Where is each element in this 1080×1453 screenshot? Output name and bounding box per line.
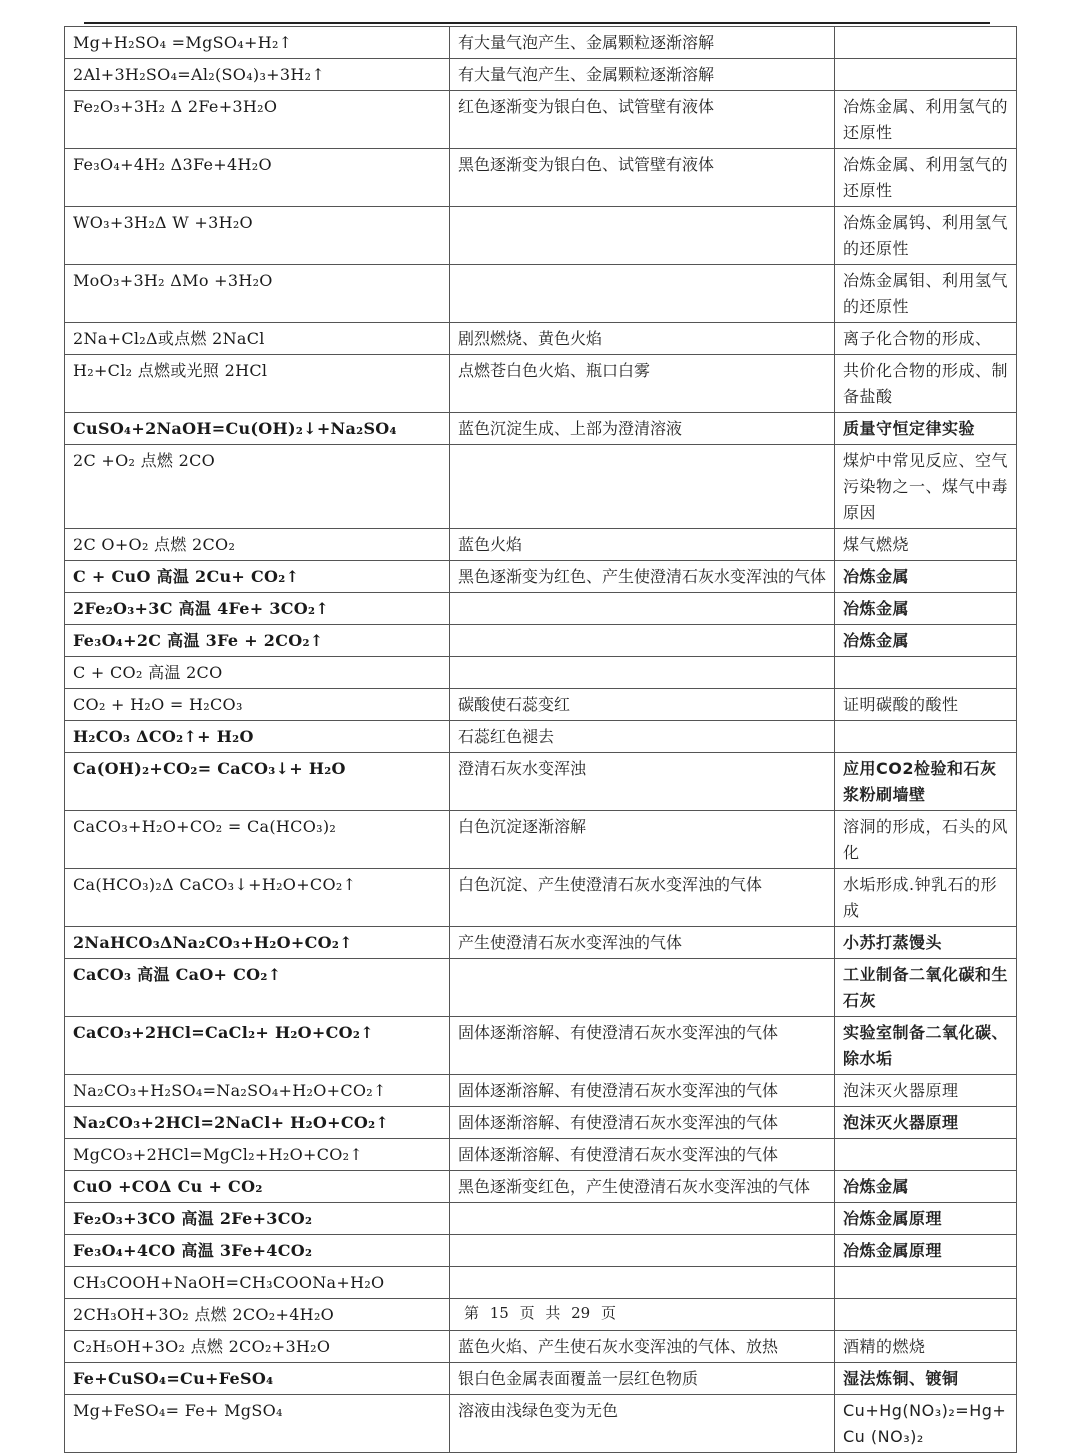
equation-cell: Ca(OH)₂+CO₂= CaCO₃↓+ H₂O (65, 753, 450, 811)
equation-cell: Fe₃O₄+2C 高温 3Fe + 2CO₂↑ (65, 625, 450, 657)
table-row (65, 689, 1017, 721)
equation-cell: 2C O+O₂ 点燃 2CO₂ (65, 529, 450, 561)
phenomenon-cell (450, 265, 835, 323)
equation-cell: 2Al+3H₂SO₄=Al₂(SO₄)₃+3H₂↑ (65, 59, 450, 91)
phenomenon-cell (450, 593, 835, 625)
application-cell: 水垢形成.钟乳石的形成 (835, 869, 1017, 927)
equation-cell: CH₃COOH+NaOH=CH₃COONa+H₂O (65, 1267, 450, 1299)
equation-cell: C + CO₂ 高温 2CO (65, 657, 450, 689)
table-row (65, 265, 1017, 323)
phenomenon-cell (450, 207, 835, 265)
application-cell (835, 721, 1017, 753)
application-cell (835, 59, 1017, 91)
phenomenon-cell: 澄清石灰水变浑浊 (450, 753, 835, 811)
equation-cell: C₂H₅OH+3O₂ 点燃 2CO₂+3H₂O (65, 1331, 450, 1363)
equation-cell: MoO₃+3H₂ ΔMo +3H₂O (65, 265, 450, 323)
phenomenon-cell: 碳酸使石蕊变红 (450, 689, 835, 721)
phenomenon-cell (450, 959, 835, 1017)
application-cell: 小苏打蒸馒头 (835, 927, 1017, 959)
table-row (65, 1235, 1017, 1267)
application-cell: 应用CO2检验和石灰浆粉刷墙壁 (835, 753, 1017, 811)
application-cell: 泡沫灭火器原理 (835, 1075, 1017, 1107)
phenomenon-cell: 固体逐渐溶解、有使澄清石灰水变浑浊的气体 (450, 1075, 835, 1107)
equation-cell: H₂CO₃ ΔCO₂↑+ H₂O (65, 721, 450, 753)
equation-cell: Ca(HCO₃)₂Δ CaCO₃↓+H₂O+CO₂↑ (65, 869, 450, 927)
table-row (65, 657, 1017, 689)
equation-cell: 2Na+Cl₂Δ或点燃 2NaCl (65, 323, 450, 355)
application-cell: 煤炉中常见反应、空气污染物之一、煤气中毒原因 (835, 445, 1017, 529)
phenomenon-cell: 红色逐渐变为银白色、试管壁有液体 (450, 91, 835, 149)
equation-cell: Mg+H₂SO₄ =MgSO₄+H₂↑ (65, 27, 450, 59)
application-cell: 冶炼金属钨、利用氢气的还原性 (835, 207, 1017, 265)
table-row (65, 1107, 1017, 1139)
application-cell: 冶炼金属、利用氢气的还原性 (835, 149, 1017, 207)
application-cell: 酒精的燃烧 (835, 1331, 1017, 1363)
application-cell: 工业制备二氧化碳和生石灰 (835, 959, 1017, 1017)
equation-cell: Fe₂O₃+3CO 高温 2Fe+3CO₂ (65, 1203, 450, 1235)
table-row (65, 445, 1017, 529)
equation-cell: Fe₃O₄+4CO 高温 3Fe+4CO₂ (65, 1235, 450, 1267)
application-cell: 冶炼金属 (835, 1171, 1017, 1203)
phenomenon-cell: 溶液由浅绿色变为无色 (450, 1395, 835, 1453)
table-row (65, 1331, 1017, 1363)
phenomenon-cell: 黑色逐渐变为红色、产生使澄清石灰水变浑浊的气体 (450, 561, 835, 593)
table-row (65, 593, 1017, 625)
table-row (65, 811, 1017, 869)
application-cell: 冶炼金属 (835, 625, 1017, 657)
table-row (65, 561, 1017, 593)
table-row (65, 1267, 1017, 1299)
application-cell: 溶洞的形成，石头的风化 (835, 811, 1017, 869)
phenomenon-cell: 白色沉淀、产生使澄清石灰水变浑浊的气体 (450, 869, 835, 927)
application-cell: 冶炼金属原理 (835, 1235, 1017, 1267)
application-cell: 煤气燃烧 (835, 529, 1017, 561)
table-row (65, 91, 1017, 149)
header-rule (84, 22, 990, 24)
application-cell: 共价化合物的形成、制备盐酸 (835, 355, 1017, 413)
application-cell (835, 27, 1017, 59)
phenomenon-cell: 固体逐渐溶解、有使澄清石灰水变浑浊的气体 (450, 1017, 835, 1075)
phenomenon-cell: 蓝色火焰 (450, 529, 835, 561)
page-footer: 第 15 页 共 29 页 (463, 1304, 616, 1322)
table-row (65, 625, 1017, 657)
phenomenon-cell (450, 625, 835, 657)
application-cell: 冶炼金属钼、利用氢气的还原性 (835, 265, 1017, 323)
application-cell: 冶炼金属原理 (835, 1203, 1017, 1235)
equation-cell: CaCO₃+2HCl=CaCl₂+ H₂O+CO₂↑ (65, 1017, 450, 1075)
table-row (65, 1171, 1017, 1203)
equation-cell: CuSO₄+2NaOH=Cu(OH)₂↓+Na₂SO₄ (65, 413, 450, 445)
application-cell (835, 1267, 1017, 1299)
phenomenon-cell (450, 445, 835, 529)
table-row (65, 323, 1017, 355)
equation-cell: C + CuO 高温 2Cu+ CO₂↑ (65, 561, 450, 593)
application-cell: 湿法炼铜、镀铜 (835, 1363, 1017, 1395)
phenomenon-cell: 点燃苍白色火焰、瓶口白雾 (450, 355, 835, 413)
phenomenon-cell (450, 1267, 835, 1299)
equation-cell: 2C +O₂ 点燃 2CO (65, 445, 450, 529)
table-row (65, 149, 1017, 207)
phenomenon-cell: 固体逐渐溶解、有使澄清石灰水变浑浊的气体 (450, 1107, 835, 1139)
equation-cell: CuO +COΔ Cu + CO₂ (65, 1171, 450, 1203)
table-row (65, 1395, 1017, 1453)
application-cell (835, 1139, 1017, 1171)
phenomenon-cell: 黑色逐渐变为银白色、试管壁有液体 (450, 149, 835, 207)
application-cell: 泡沫灭火器原理 (835, 1107, 1017, 1139)
table-row (65, 59, 1017, 91)
table-row (65, 413, 1017, 445)
phenomenon-cell (450, 1235, 835, 1267)
phenomenon-cell (450, 657, 835, 689)
equation-cell: Fe+CuSO₄=Cu+FeSO₄ (65, 1363, 450, 1395)
equation-cell: Na₂CO₃+H₂SO₄=Na₂SO₄+H₂O+CO₂↑ (65, 1075, 450, 1107)
table-row (65, 207, 1017, 265)
table-row (65, 1075, 1017, 1107)
application-cell: 质量守恒定律实验 (835, 413, 1017, 445)
equation-cell: WO₃+3H₂Δ W +3H₂O (65, 207, 450, 265)
application-cell: Cu+Hg(NO₃)₂=Hg+ Cu (NO₃)₂ (835, 1395, 1017, 1453)
equation-cell: Mg+FeSO₄= Fe+ MgSO₄ (65, 1395, 450, 1453)
phenomenon-cell: 有大量气泡产生、金属颗粒逐渐溶解 (450, 59, 835, 91)
table-row (65, 27, 1017, 59)
equation-cell: 2CH₃OH+3O₂ 点燃 2CO₂+4H₂O (65, 1299, 450, 1331)
phenomenon-cell: 固体逐渐溶解、有使澄清石灰水变浑浊的气体 (450, 1139, 835, 1171)
table-row (65, 927, 1017, 959)
table-row (65, 721, 1017, 753)
table-row (65, 753, 1017, 811)
phenomenon-cell: 蓝色火焰、产生使石灰水变浑浊的气体、放热 (450, 1331, 835, 1363)
table-row (65, 959, 1017, 1017)
phenomenon-cell: 产生使澄清石灰水变浑浊的气体 (450, 927, 835, 959)
phenomenon-cell: 有大量气泡产生、金属颗粒逐渐溶解 (450, 27, 835, 59)
application-cell: 实验室制备二氧化碳、除水垢 (835, 1017, 1017, 1075)
equation-cell: H₂+Cl₂ 点燃或光照 2HCl (65, 355, 450, 413)
equation-cell: 2NaHCO₃ΔNa₂CO₃+H₂O+CO₂↑ (65, 927, 450, 959)
application-cell: 冶炼金属 (835, 561, 1017, 593)
equation-table (64, 26, 1017, 1453)
equation-cell: 2Fe₂O₃+3C 高温 4Fe+ 3CO₂↑ (65, 593, 450, 625)
phenomenon-cell: 银白色金属表面覆盖一层红色物质 (450, 1363, 835, 1395)
table-row (65, 1363, 1017, 1395)
application-cell: 冶炼金属 (835, 593, 1017, 625)
table-row (65, 529, 1017, 561)
application-cell: 离子化合物的形成、 (835, 323, 1017, 355)
table-row (65, 1017, 1017, 1075)
phenomenon-cell: 蓝色沉淀生成、上部为澄清溶液 (450, 413, 835, 445)
phenomenon-cell (450, 1203, 835, 1235)
equation-cell: CO₂ + H₂O = H₂CO₃ (65, 689, 450, 721)
equation-cell: CaCO₃ 高温 CaO+ CO₂↑ (65, 959, 450, 1017)
table-row (65, 1139, 1017, 1171)
table-row (65, 1203, 1017, 1235)
equation-cell: Fe₃O₄+4H₂ Δ3Fe+4H₂O (65, 149, 450, 207)
application-cell (835, 657, 1017, 689)
table-row (65, 355, 1017, 413)
application-cell: 证明碳酸的酸性 (835, 689, 1017, 721)
phenomenon-cell: 白色沉淀逐渐溶解 (450, 811, 835, 869)
equation-cell: Fe₂O₃+3H₂ Δ 2Fe+3H₂O (65, 91, 450, 149)
equation-cell: Na₂CO₃+2HCl=2NaCl+ H₂O+CO₂↑ (65, 1107, 450, 1139)
table-row (65, 869, 1017, 927)
equation-cell: CaCO₃+H₂O+CO₂ = Ca(HCO₃)₂ (65, 811, 450, 869)
equation-cell: MgCO₃+2HCl=MgCl₂+H₂O+CO₂↑ (65, 1139, 450, 1171)
application-cell: 冶炼金属、利用氢气的还原性 (835, 91, 1017, 149)
phenomenon-cell: 石蕊红色褪去 (450, 721, 835, 753)
phenomenon-cell: 黑色逐渐变红色，产生使澄清石灰水变浑浊的气体 (450, 1171, 835, 1203)
phenomenon-cell: 剧烈燃烧、黄色火焰 (450, 323, 835, 355)
